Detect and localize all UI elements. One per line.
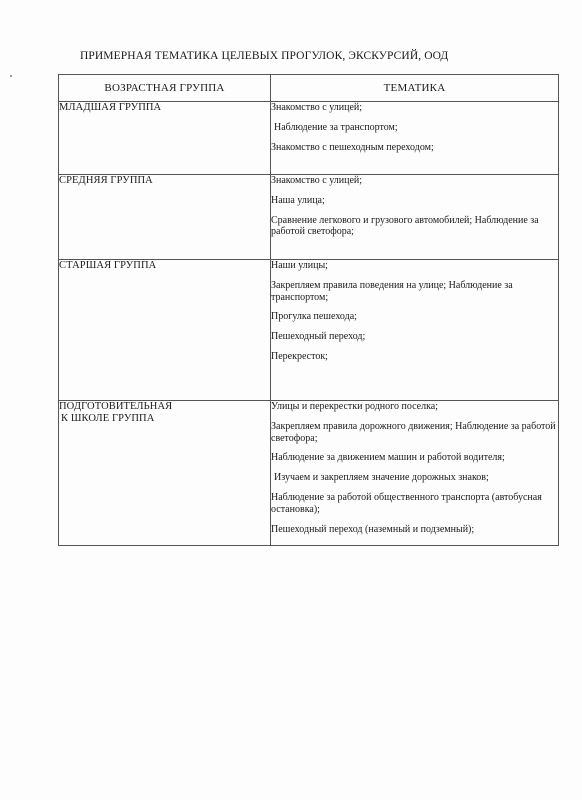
table-row [59,260,559,401]
group-name: СТАРШАЯ ГРУППА [59,260,157,271]
topic-item: Закрепляем правила дорожного движения; Наблюдение за работой светофора; [271,420,556,444]
header-topics: ТЕМАТИКА [271,75,559,102]
topics-table [58,74,559,546]
topic-item: Перекресток; [271,350,328,362]
topic-item: Наблюдение за движением машин и работой водителя; [271,452,505,464]
group-name: МЛАДШАЯ ГРУППА [59,102,162,113]
topic-item: Наши улицы; [271,260,328,271]
table-row [59,401,559,546]
topic-item: Закрепляем правила поведения на улице; Наблюдение за транспортом; [271,279,513,303]
topics-cell [271,175,559,260]
group-cell [59,102,271,175]
group-cell [59,401,271,546]
topic-item: Пешеходный переход; [271,331,366,343]
document-title: ПРИМЕРНАЯ ТЕМАТИКА ЦЕЛЕВЫХ ПРОГУЛОК, ЭКСКУРСИЙ, ООД [80,50,449,62]
group-cell [59,175,271,260]
topic-item: Знакомство с улицей; [271,102,363,113]
topic-item: Пешеходный переход (наземный и подземный); [271,523,475,535]
topics-cell [271,401,559,546]
topic-item: Знакомство с пешеходным переходом; [271,141,434,153]
scan-speck [10,75,12,77]
topic-item: Улицы и перекрестки родного поселка; [271,401,439,412]
topic-item: Наблюдение за работой общественного транспорта (автобусная остановка); [271,491,542,515]
table-row [59,102,559,175]
group-name: ПОДГОТОВИТЕЛЬНАЯ [59,401,173,412]
topic-item: Сравнение легкового и грузового автомобилей; Наблюдение за работой светофора; [271,214,539,238]
topic-item: Прогулка пешехода; [271,311,357,323]
table-row [59,175,559,260]
table-header-row [59,75,559,102]
topic-item: Изучаем и закрепляем значение дорожных знаков; [274,472,489,484]
header-age-group: ВОЗРАСТНАЯ ГРУППА [59,75,271,102]
topic-item: Наша улица; [271,194,325,206]
topics-cell [271,102,559,175]
group-cell [59,260,271,401]
group-name: СРЕДНЯЯ ГРУППА [59,175,153,186]
topic-item: Знакомство с улицей; [271,175,363,186]
topic-item: Наблюдение за транспортом; [274,121,398,133]
group-name-line2: К ШКОЛЕ ГРУППА [61,413,155,425]
topics-cell [271,260,559,401]
